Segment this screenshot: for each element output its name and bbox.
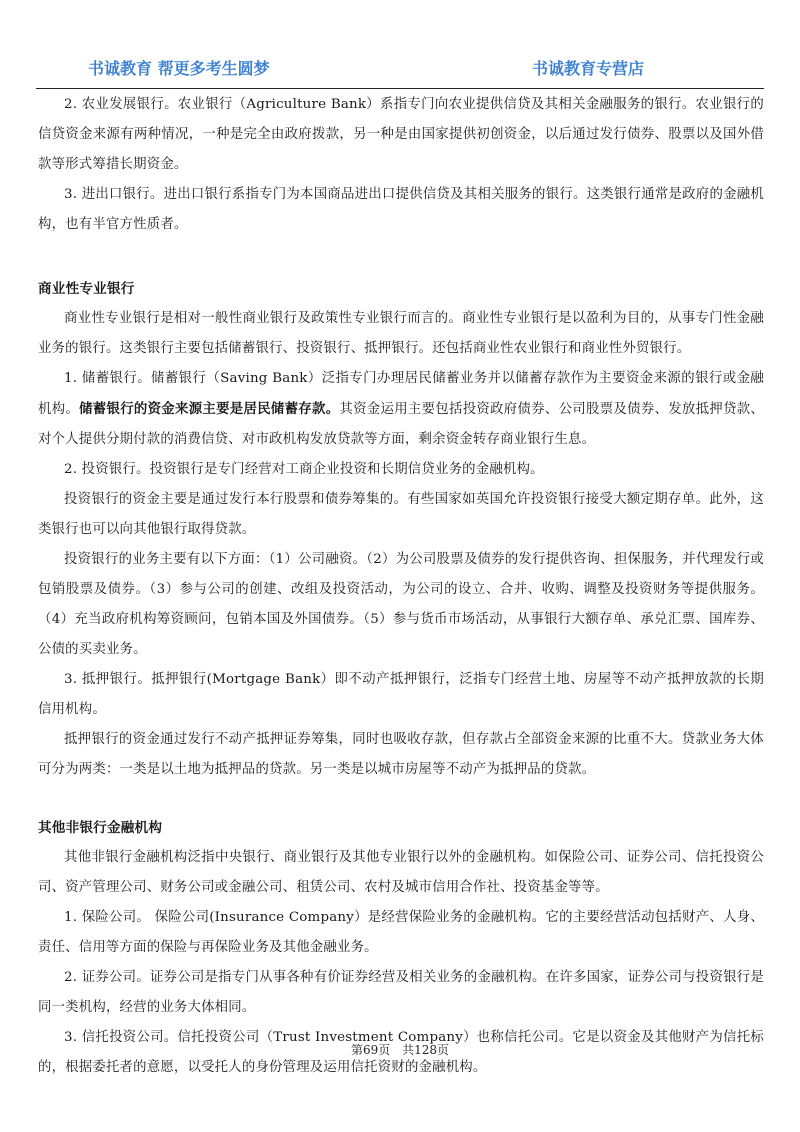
- header-store-name: 书诚教育专营店: [531, 59, 644, 78]
- paragraph-investment-bank: 2. 投资银行。投资银行是专门经营对工商企业投资和长期信贷业务的金融机构。: [64, 462, 544, 477]
- paragraph-agricultural-bank: 2. 农业发展银行。农业银行（Agriculture Bank）系指专门向农业提供信贷及其相关金融服务的银行。农业银行的信贷资金来源有两种情况，一种是完全由政府拨款，另一种是由国家提供初创资金，以后通过发行债券、股票以及国外借款等形式筹措长期资金。: [38, 97, 764, 172]
- savings-bank-emphasis: 储蓄银行的资金来源主要是居民储蓄存款。: [79, 401, 340, 417]
- page-number: 第69页: [350, 1043, 391, 1057]
- paragraph-nonbank-intro: 其他非银行金融机构泛指中央银行、商业银行及其他专业银行以外的金融机构。如保险公司、证券公司、信托投资公司、资产管理公司、财务公司或金融公司、租赁公司、农村及城市信用合作社、投资基金等等。: [38, 850, 764, 895]
- savings-bank-text-a: 1. 储蓄银行。储蓄银行（Saving Bank）泛指专门办理居民储蓄业务并以储蓄存款作为主要资金来源的银行或金融机构。: [38, 371, 764, 417]
- document-body: [38, 90, 764, 1083]
- paragraph-insurance-company: 1. 保险公司。 保险公司(Insurance Company）是经营保险业务的金融机构。它的主要经营活动包括财产、人身、责任、信用等方面的保险与再保险业务及其他金融业务。: [38, 910, 764, 955]
- page-total: 共128页: [402, 1043, 449, 1057]
- savings-bank-text-b: 其资金运用主要包括投资政府债券、公司股票及债券、发放抵押贷款、对个人提供分期付款的消费信贷、对市政机构发放贷款等方面，剩余资金转存商业银行生息。: [38, 402, 764, 447]
- paragraph-trust-company: 3. 信托投资公司。信托投资公司（Trust Investment Company）也称信托公司。它是以资金及其他财产为信托标的，根据委托者的意愿，以受托人的身份管理及运用信托资财的金融机构。: [38, 1030, 764, 1075]
- paragraph-investment-business: 投资银行的业务主要有以下方面：（1）公司融资。（2）为公司股票及债券的发行提供咨询、担保服务，并代理发行或包销股票及债券。（3）参与公司的创建、改组及投资活动，为公司的设立、合并、收购、调整及投资财务等提供服务。（4）充当政府机构筹资顾问，包销本国及外国债券。（5）参与货币市场活动，从事银行大额存单、承兑汇票、国库券、公债的买卖业务。: [38, 552, 764, 657]
- section-heading-other-nonbank-institutions: 其他非银行金融机构: [38, 820, 163, 836]
- paragraph-savings-bank: [38, 364, 764, 455]
- paragraph-securities-company: 2. 证券公司。证券公司是指专门从事各种有价证券经营及相关业务的金融机构。在许多国家，证券公司与投资银行是同一类机构，经营的业务大体相同。: [38, 970, 764, 1015]
- paragraph-import-export-bank: 3. 进出口银行。进出口银行系指专门为本国商品进出口提供信贷及其相关服务的银行。这类银行通常是政府的金融机构，也有半官方性质者。: [38, 187, 764, 232]
- header-divider: [36, 88, 764, 89]
- section-heading-commercial-specialized-banks: 商业性专业银行: [38, 281, 135, 297]
- page-header: [0, 56, 800, 82]
- paragraph-investment-funding: 投资银行的资金主要是通过发行本行股票和债券筹集的。有些国家如英国允许投资银行接受大额定期存单。此外，这类银行也可以向其他银行取得贷款。: [38, 492, 764, 537]
- paragraph-commercial-intro: 商业性专业银行是相对一般性商业银行及政策性专业银行而言的。商业性专业银行是以盈利为目的，从事专门性金融业务的银行。这类银行主要包括储蓄银行、投资银行、抵押银行。还包括商业性农业银行和商业性外贸银行。: [38, 311, 764, 356]
- header-slogan: 书诚教育 帮更多考生圆梦: [88, 59, 270, 78]
- paragraph-mortgage-funding: 抵押银行的资金通过发行不动产抵押证券筹集，同时也吸收存款，但存款占全部资金来源的比重不大。贷款业务大体可分为两类：一类是以土地为抵押品的贷款。另一类是以城市房屋等不动产为抵押品的贷款。: [38, 732, 764, 777]
- paragraph-mortgage-bank: 3. 抵押银行。抵押银行(Mortgage Bank）即不动产抵押银行，泛指专门经营土地、房屋等不动产抵押放款的长期信用机构。: [38, 672, 764, 717]
- page-footer: [0, 1041, 800, 1058]
